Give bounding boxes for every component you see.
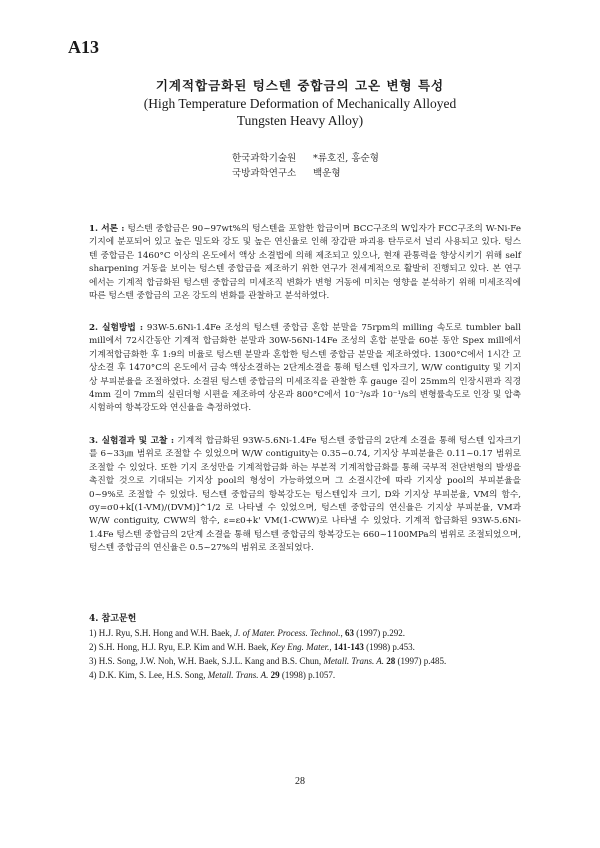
section-body: 93W-5.6Ni-1.4Fe 조성의 텅스텐 중합금 혼합 분말을 75rpm의 milling 속도로 tumbler ball mill에서 72시간동안 기계적 합금화한 분말과 30W-56Ni-14Fe 조성의 혼합 분말을 60분 동안 Spex mill에서 기계적합금화한 후 1:9의 비율로 텅스텐 분말과 혼합한 텅스텐 중합금 분말을 제조하였다. 1300°C에서 1시간 고상소결 후 1470°C의 온도에서 금속 액상소결하는 2단계소결을 통해 텅스텐 입자크기, W/W contiguity 및 기지상 부피분율을 조절하였다. 소결된 텅스텐 중합금의 미세조직을 관찰한 후 gauge 길이 25mm의 인장시편과 직경 4mm 길이 7mm의 실린더형 시편을 제조하여 상온과 800°C에서 10⁻³/s과 10⁻¹/s의 변형률속도로 인장 및 압축시험하여 항복강도와 연신율을 측정하였다. (89, 323, 521, 414)
author-organization: 국방과학연구소 (232, 168, 297, 179)
reference-volume: 28 (386, 656, 396, 666)
section-results (89, 435, 521, 556)
reference-journal: J. of Mater. Process. Technol. (234, 628, 341, 638)
reference-authors: H.J. Ryu, S.H. Hong and W.H. Baek, (98, 628, 232, 638)
reference-volume: 63 (344, 628, 354, 638)
reference-item (89, 654, 521, 668)
author-list (232, 151, 379, 181)
references-heading: 4. 참고문헌 (89, 614, 137, 624)
section-heading: 2. 실험방법 : (89, 323, 144, 333)
section-heading: 3. 실험결과 및 고찰 : (89, 436, 175, 446)
reference-year-page: (1997) p.485. (397, 656, 447, 666)
reference-number: 4) (89, 670, 97, 680)
reference-volume: 29 (270, 670, 280, 680)
author-row (232, 166, 379, 181)
reference-journal: Key Eng. Mater. (270, 642, 330, 652)
reference-year-page: (1998) p.453. (366, 642, 415, 652)
reference-authors: D.K. Kim, S. Lee, H.S. Song, (98, 670, 206, 680)
reference-journal: Metall. Trans. A. (323, 656, 385, 666)
section-body: 기계적 합금화된 93W-5.6Ni-1.4Fe 텅스텐 중합금의 2단계 소결을 통해 텅스텐 입자크기를 6~33㎛ 범위로 조절할 수 있었으며 W/W contiguity는 0.35~0.74, 기지상 부피분율은 0.11~0.17 범위로 조절할 수 있었다. 또한 기지 조성만을 기계적합금화 하는 부분적 기계적합금화를 통해 국부적 전단변형의 발생을 촉진할 것으로 기대되는 기지상 pool의 형성이 가능하였으며 그 소결시간에 따라 기지상 pool의 부피분율을 0~9%로 조절할 수 있었다. 텅스텐 중합금의 항복강도는 텅스텐입자 크기, D와 기지상 부피분율, VM의 함수, σy=σ0+k[(1-VM)/(DVM)]^1/2 로 나타낼 수 있었으며, 텅스텐 중합금의 연신율은 기지상 부피분율, VM과 W/W contiguity, CWW의 함수, ε=ε0+k' VM(1-CWW)로 나타낼 수 있었다. 기계적 합금화된 93W-5.6Ni-1.4Fe 텅스텐 중합금의 2단계 소결을 통해 텅스텐 중합금의 항복강도는 660~1100MPa의 범위로 조절되었으며, 텅스텐 중합금의 연신율은 0.5~27%의 범위로 조절되었다. (89, 436, 521, 554)
references (89, 612, 521, 682)
section-body: 텅스텐 중합금은 90~97wt%의 텅스텐을 포함한 합금이며 BCC구조의 W입자가 FCC구조의 W-Ni-Fe 기지에 분포되어 있고 높은 밀도와 강도 및 높은 연신율로 인해 장갑판 파괴용 탄두로서 널리 사용되고 있다. 텅스텐 중합금은 1460°C 이상의 온도에서 액상 소결법에 의해 제조되고 있으나, 현재 관통력을 향상시키기 위해 self sharpening 거동을 보이는 텅스텐 중합금을 제조하기 위한 연구가 전세계적으로 활발히 진행되고 있다. 본 연구에서는 기계적 합금화된 텅스텐 중합금의 미세조직 변화가 변형 거동에 미치는 영향을 분석하기 위해 미세조직에 따른 텅스텐 중합금의 고온 강도의 변화를 관찰하고 분석하였다. (89, 224, 521, 302)
section-method (89, 322, 521, 416)
page-number: 28 (295, 776, 305, 787)
title-korean: 기계적합금화된 텅스텐 중합금의 고온 변형 특성 (155, 78, 445, 93)
reference-item (89, 668, 521, 682)
reference-item: 2) S.H. Hong, H.J. Ryu, E.P. Kim and W.H. Baek, Key Eng. Mater., 141-143 (1998) p.453. (89, 642, 415, 652)
reference-year-page: (1998) p.1057. (281, 670, 336, 680)
reference-authors: S.H. Hong, H.J. Ryu, E.P. Kim and W.H. Baek, (98, 642, 269, 652)
reference-volume: 141-143 (333, 642, 364, 652)
author-row (232, 151, 379, 166)
abstract-code: A13 (68, 37, 99, 57)
reference-number: 2) (89, 642, 97, 652)
reference-number: 3) (89, 656, 97, 666)
reference-item: 1) H.J. Ryu, S.H. Hong and W.H. Baek, J. of Mater. Process. Technol., 63 (1997) p.292. (89, 628, 405, 638)
section-introduction (89, 223, 521, 303)
reference-authors: H.S. Song, J.W. Noh, W.H. Baek, S.J.L. Kang and B.S. Chun, (98, 656, 322, 666)
title-english-line2: Tungsten Heavy Alloy) (236, 113, 364, 128)
section-heading: 1. 서론 : (89, 224, 125, 234)
title-english (0, 95, 600, 129)
author-organization: 한국과학기술원 (232, 153, 297, 164)
reference-journal: Metall. Trans. A. (207, 670, 269, 680)
author-names: 백운형 (313, 168, 341, 179)
reference-number: 1) (89, 628, 97, 638)
title-english-line1: (High Temperature Deformation of Mechanically Alloyed (143, 96, 457, 111)
reference-year-page: (1997) p.292. (356, 628, 405, 638)
author-names: *류호진, 홍순형 (313, 153, 379, 164)
